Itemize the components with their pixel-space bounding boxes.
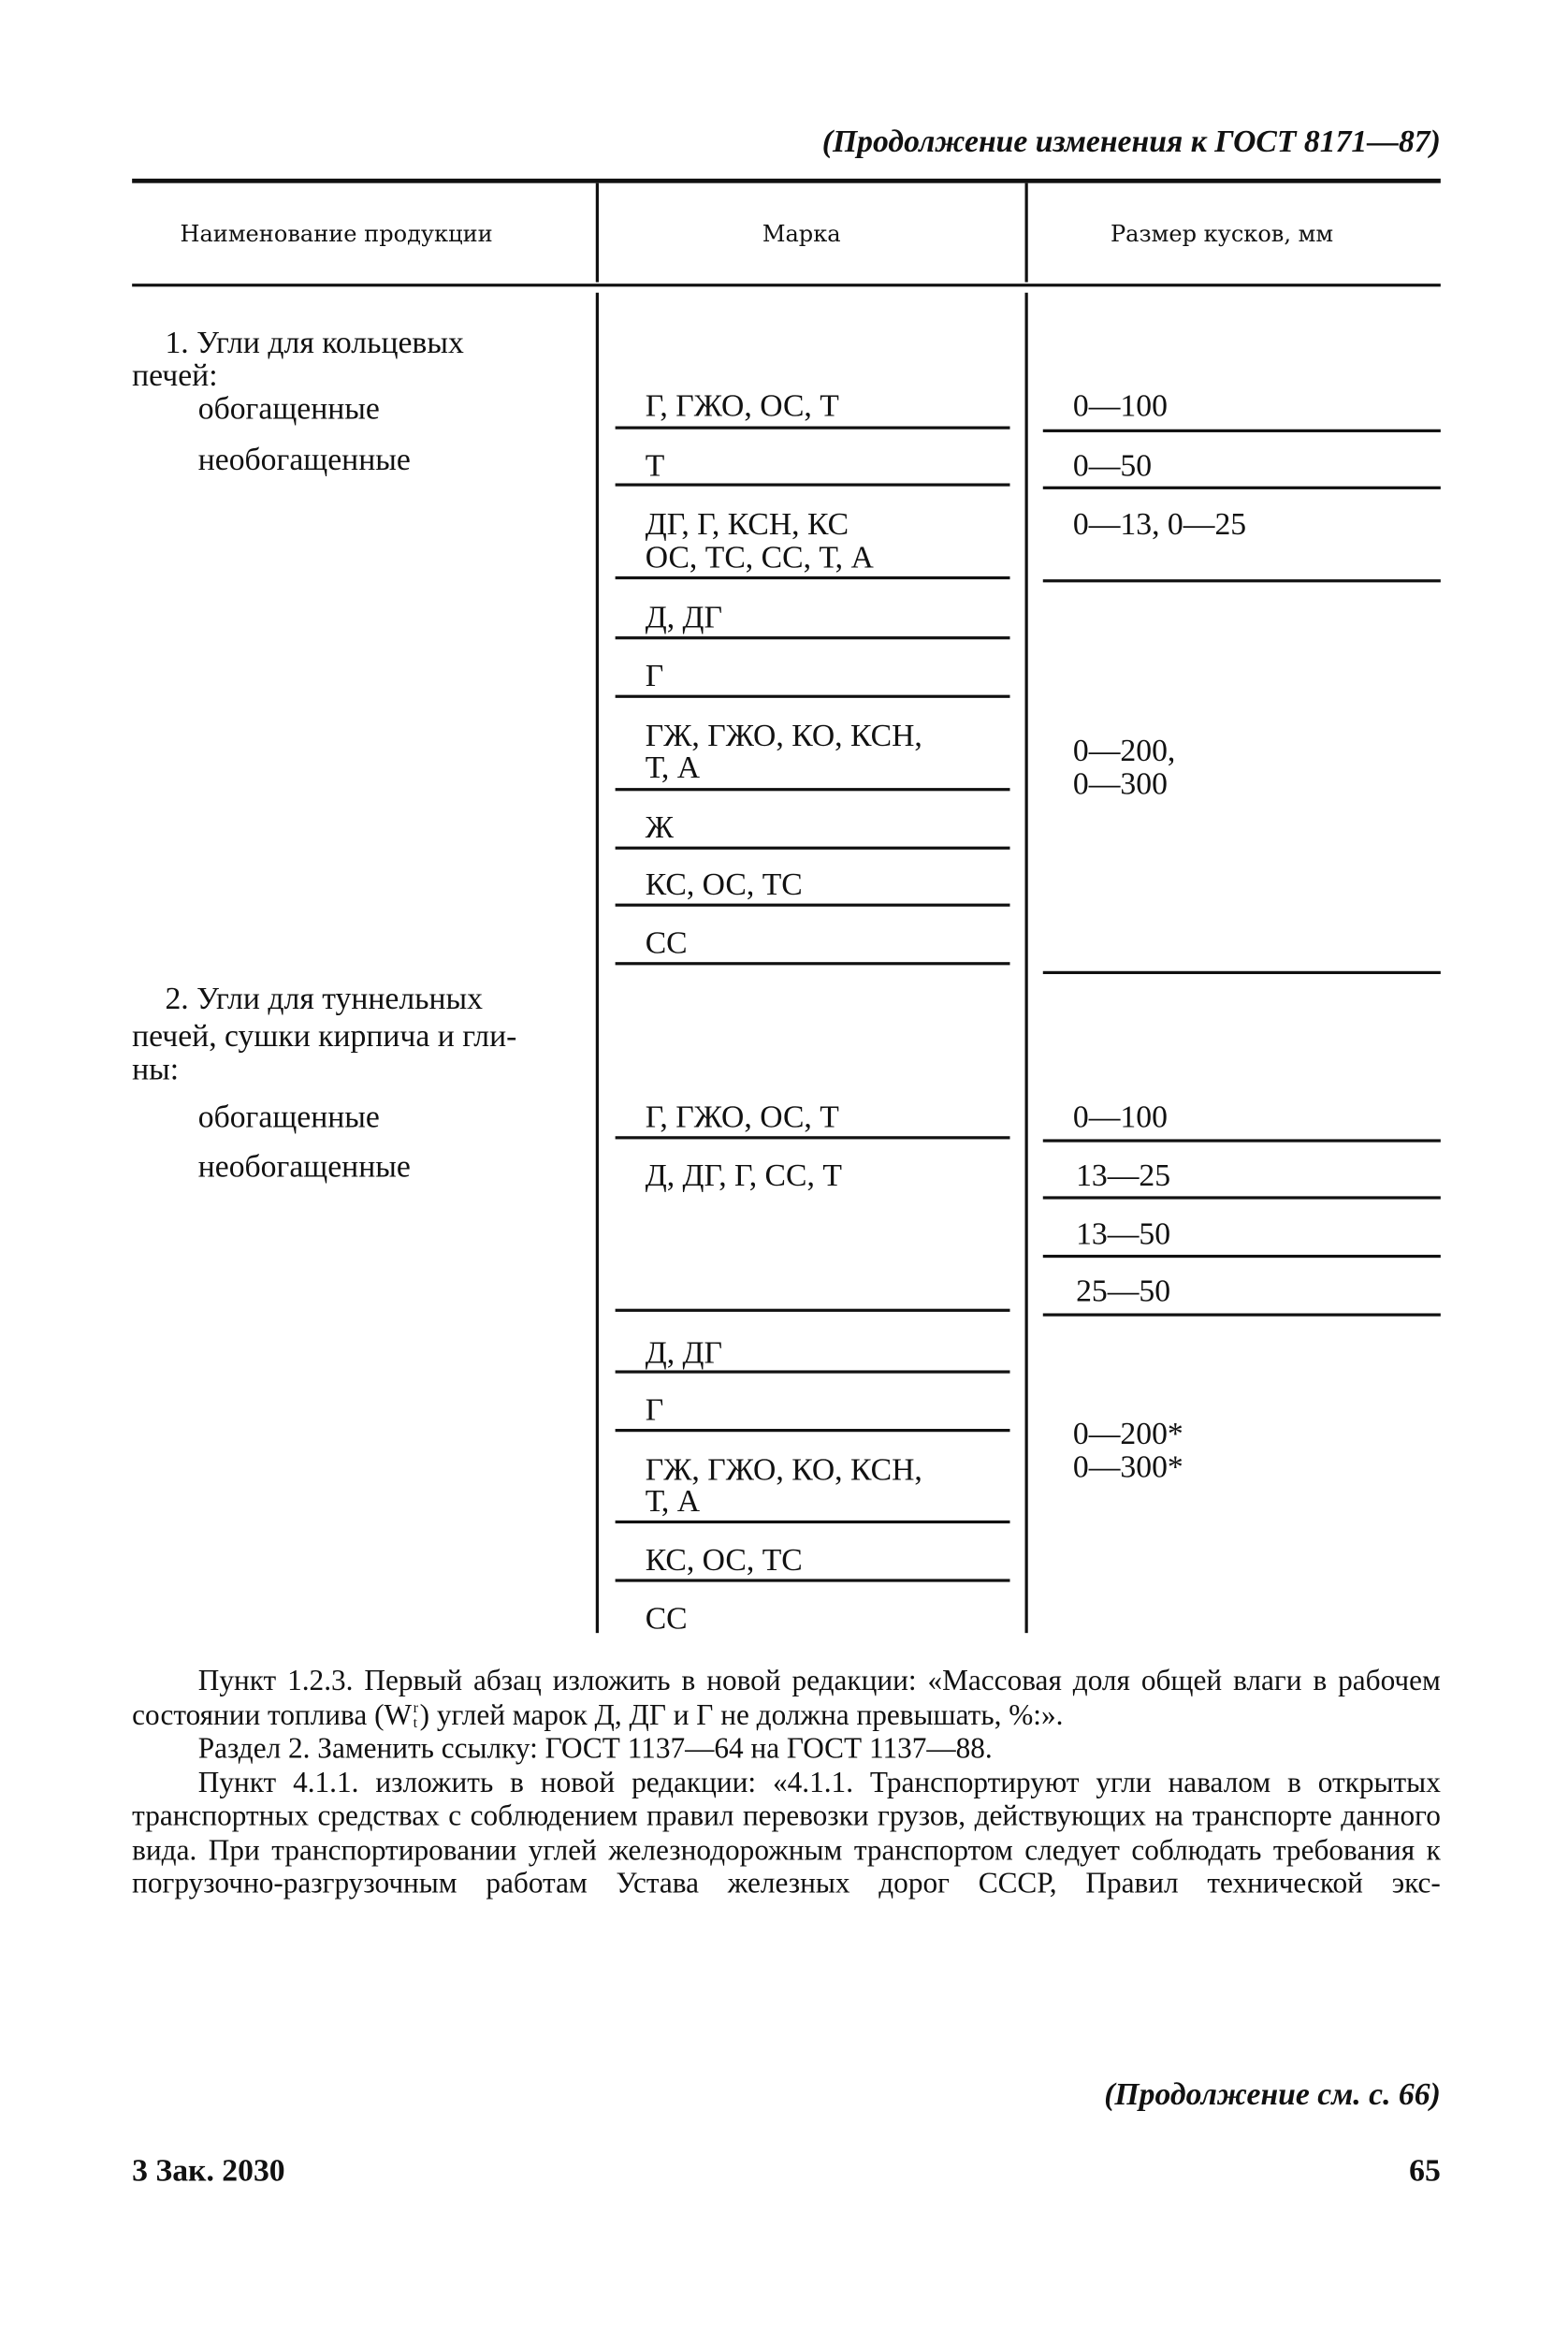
grade-cell: Д, ДГ: [645, 598, 723, 635]
column-header-product: Наименование продукции: [180, 220, 493, 248]
cell-rule: [616, 1136, 1010, 1139]
subcategory: необогащенные: [197, 441, 411, 478]
cell-rule: [616, 847, 1010, 850]
grade-cell: ОС, ТС, СС, Т, А: [645, 538, 874, 575]
subcategory: обогащенные: [197, 1099, 380, 1135]
size-cell: 0—300: [1072, 765, 1168, 802]
cell-rule: [1043, 1255, 1441, 1258]
grade-cell: СС: [645, 1599, 688, 1637]
body-text: [132, 1666, 1441, 1902]
superscript: r: [413, 1700, 419, 1718]
cell-rule: [1043, 429, 1441, 432]
print-order: 3 Зак. 2030: [132, 2152, 285, 2189]
size-cell: 0—50: [1072, 446, 1153, 484]
cell-rule: [616, 788, 1010, 791]
section-title: ны:: [132, 1050, 180, 1087]
size-cell: 0—13, 0—25: [1072, 505, 1247, 543]
column-divider: [596, 293, 599, 1633]
table-top-rule: [132, 179, 1441, 183]
section-title: 2. Угли для туннельных: [165, 980, 484, 1016]
section-title: печей, сушки кирпича и гли-: [132, 1017, 517, 1055]
size-cell: 0—100: [1072, 386, 1168, 424]
cell-rule: [1043, 1196, 1441, 1199]
subcategory: обогащенные: [197, 390, 380, 427]
size-cell: 0—200,: [1072, 732, 1176, 769]
page-number: 65: [1409, 2152, 1441, 2189]
cell-rule: [1043, 1314, 1441, 1317]
size-cell: 0—200*: [1072, 1415, 1183, 1452]
section-title: 1. Угли для кольцевых: [165, 324, 464, 360]
grade-cell: СС: [645, 924, 688, 961]
grade-cell: Т, А: [645, 1482, 701, 1520]
running-header: (Продолжение изменения к ГОСТ 8171—87): [821, 123, 1441, 160]
grade-cell: Т, А: [645, 749, 701, 785]
size-cell: 13—25: [1076, 1157, 1171, 1194]
continuation-note: (Продолжение см. с. 66): [1104, 2075, 1441, 2112]
grade-cell: Д, ДГ, Г, СС, Т: [645, 1157, 842, 1194]
grade-cell: КС, ОС, ТС: [645, 1541, 803, 1578]
cell-rule: [616, 636, 1010, 639]
grade-cell: Г, ГЖО, ОС, Т: [645, 386, 839, 424]
size-cell: 0—100: [1072, 1099, 1168, 1135]
cell-rule: [616, 1579, 1010, 1581]
column-divider: [596, 183, 599, 283]
grade-cell: Г: [645, 1390, 664, 1428]
grade-cell: Т: [645, 446, 665, 484]
cell-rule: [616, 904, 1010, 907]
grade-cell: ГЖ, ГЖО, КО, КСН,: [645, 1451, 922, 1488]
cell-rule: [616, 1370, 1010, 1373]
grade-cell: Ж: [645, 808, 674, 846]
subscript: t: [413, 1715, 418, 1733]
table-header-rule: [132, 284, 1441, 286]
paragraph: Раздел 2. Заменить ссылку: ГОСТ 1137—64 на ГОСТ 1137—88.: [197, 1733, 993, 1766]
paragraph: Пункт 1.2.3. Первый абзац изложить в новой редакции: «Массовая доля общей влаги в рабочем состоянии топлива (W r t ) углей марок Д, ДГ и Г не должна превышать, %:».: [132, 1666, 1441, 1733]
size-cell: 13—50: [1076, 1216, 1171, 1252]
grade-cell: КС, ОС, ТС: [645, 866, 803, 903]
cell-rule: [616, 576, 1010, 579]
cell-rule: [1043, 579, 1441, 582]
column-header-grade: Марка: [762, 220, 841, 248]
cell-rule: [616, 1309, 1010, 1312]
cell-rule: [1043, 1139, 1441, 1142]
column-divider: [1025, 183, 1028, 283]
column-header-size: Размер кусков, мм: [1110, 220, 1334, 248]
cell-rule: [616, 483, 1010, 486]
moisture-symbol-indices: [414, 1702, 418, 1732]
cell-rule: [616, 427, 1010, 429]
cell-rule: [616, 962, 1010, 965]
subcategory: необогащенные: [197, 1148, 411, 1185]
grade-cell: Д, ДГ: [645, 1333, 723, 1371]
cell-rule: [1043, 487, 1441, 489]
cell-rule: [616, 1521, 1010, 1523]
size-cell: 25—50: [1076, 1273, 1171, 1309]
size-cell: 0—300*: [1072, 1448, 1183, 1485]
grade-cell: Г: [645, 657, 664, 694]
section-title: печей:: [132, 357, 218, 394]
grade-cell: ДГ, Г, КСН, КС: [645, 505, 849, 543]
column-divider: [1025, 293, 1028, 1633]
cell-rule: [616, 695, 1010, 698]
grade-cell: ГЖ, ГЖО, КО, КСН,: [645, 717, 922, 754]
grade-cell: Г, ГЖО, ОС, Т: [645, 1099, 839, 1135]
paragraph: Пункт 4.1.1. изложить в новой редакции: «4.1.1. Транспортируют угли навалом в открытых транспортных средствах с соблюдением правил перевозки грузов, действующих на транспорте данного вида. При транспортировании углей железнодорожным транспортом следует соблюдать требования к погрузочно-разгрузочным работам Устава железных дорог СССР, Правил технической экс-: [132, 1767, 1441, 1900]
cell-rule: [1043, 971, 1441, 974]
cell-rule: [616, 1429, 1010, 1432]
